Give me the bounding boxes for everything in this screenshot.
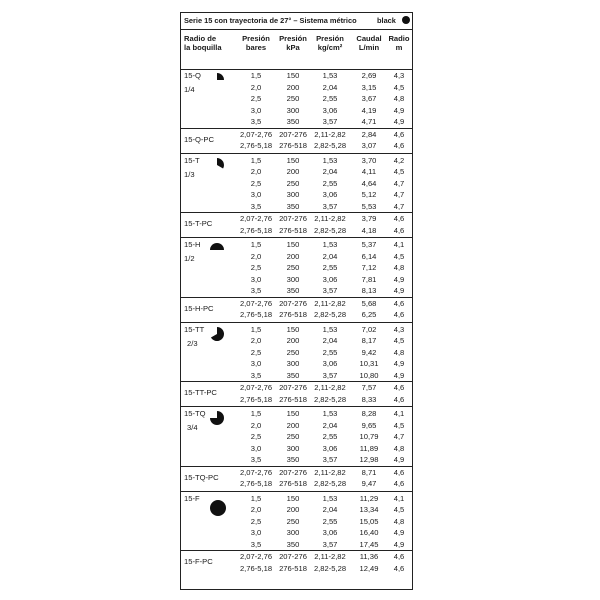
cell-bars: 3,0 <box>250 359 262 368</box>
pc-cell-bars: 2,76-5,18 <box>239 310 273 319</box>
cell-radius: 4,9 <box>393 455 405 464</box>
cell-bars: 1,5 <box>250 71 262 80</box>
pc-cell-bars: 2,07-2,76 <box>239 552 273 561</box>
pc-cell-kpa: 207-276 <box>279 383 307 392</box>
group-divider <box>181 153 412 154</box>
cell-bars: 2,5 <box>250 263 262 272</box>
cell-bars: 3,5 <box>250 370 262 380</box>
cell-bars: 3,5 <box>250 117 262 126</box>
cell-kpa: 250 <box>286 178 300 188</box>
cell-kpa: 200 <box>286 420 300 430</box>
cell-flow: 3,70 <box>361 155 377 165</box>
cell-flow: 2,69 <box>361 71 377 80</box>
pc-cell-bars: 2,76-5,18 <box>239 394 273 404</box>
pc-cell-radius: 4,6 <box>393 394 405 404</box>
cell-kgcm: 3,06 <box>322 528 338 537</box>
cell-flow: 7,81 <box>361 274 377 284</box>
group-divider <box>181 237 412 238</box>
header-kgcm-line-1: Presión <box>316 34 344 43</box>
cell-kgcm: 3,06 <box>322 443 338 453</box>
cell-bars: 3,5 <box>250 286 262 295</box>
pc-cell-kpa: 207-276 <box>279 214 307 223</box>
cell-kpa: 350 <box>286 539 300 549</box>
pc-cell-flow: 11,36 <box>359 552 379 561</box>
cell-bars: 2,5 <box>250 516 262 526</box>
cell-flow: 9,65 <box>361 420 377 430</box>
pc-cell-kpa: 276-518 <box>279 141 307 150</box>
pc-model-label: 15-Q-PC <box>184 134 214 144</box>
pc-cell-bars: 2,07-2,76 <box>239 214 273 223</box>
pc-cell-flow: 4,18 <box>361 225 377 235</box>
pc-cell-bars: 2,07-2,76 <box>239 383 273 392</box>
cell-bars: 1,5 <box>250 324 262 334</box>
cell-flow: 10,31 <box>359 359 379 368</box>
cell-radius: 4,8 <box>393 443 405 453</box>
cell-radius: 4,5 <box>393 505 405 514</box>
nozzle-model-label: 15-T <box>184 155 200 165</box>
cell-kgcm: 1,53 <box>322 155 338 165</box>
cell-bars: 3,5 <box>250 201 262 211</box>
nozzle-model-label: 15-TQ <box>184 409 206 418</box>
cell-radius: 4,1 <box>393 240 405 249</box>
pc-cell-kgcm: 2,82-5,28 <box>313 394 347 404</box>
pc-cell-kgcm: 2,11-2,82 <box>314 383 346 392</box>
cell-kgcm: 2,04 <box>322 336 338 345</box>
cell-kgcm: 3,57 <box>322 201 338 211</box>
cell-radius: 4,9 <box>393 286 405 295</box>
cell-bars: 2,0 <box>250 420 262 430</box>
cell-kgcm: 3,57 <box>322 117 338 126</box>
cell-kgcm: 3,57 <box>322 370 338 380</box>
pc-cell-bars: 2,07-2,76 <box>239 467 273 477</box>
cell-radius: 4,5 <box>393 336 405 345</box>
pc-model-label: 15-TT-PC <box>184 388 217 397</box>
cell-radius: 4,9 <box>393 370 405 380</box>
header-radius <box>388 34 409 52</box>
cell-radius: 4,9 <box>393 117 405 126</box>
cell-kgcm: 2,04 <box>322 505 338 514</box>
cell-radius: 4,7 <box>393 178 405 188</box>
cell-kpa: 300 <box>286 528 300 537</box>
cell-kpa: 150 <box>286 324 300 334</box>
cell-radius: 4,8 <box>393 516 405 526</box>
cell-kgcm: 2,55 <box>322 94 338 103</box>
cell-kpa: 300 <box>286 190 300 199</box>
cell-radius: 4,9 <box>393 359 405 368</box>
header-kpa-line-1: Presión <box>279 34 307 43</box>
cell-bars: 2,5 <box>250 347 262 357</box>
header-radius-line-2: m <box>395 43 403 52</box>
pc-cell-flow: 12,49 <box>359 563 379 573</box>
cell-kpa: 350 <box>286 455 300 464</box>
pc-cell-kgcm: 2,11-2,82 <box>314 298 346 308</box>
pc-cell-flow: 8,71 <box>361 467 377 477</box>
header-nozzle-line-1: Radio de <box>184 34 217 43</box>
third-circle-icon <box>209 157 225 178</box>
cell-bars: 2,0 <box>250 251 262 261</box>
header-kpa-line-2: kPa <box>286 43 300 52</box>
cell-bars: 2,5 <box>250 178 262 188</box>
cell-flow: 7,12 <box>361 263 377 272</box>
cell-kpa: 300 <box>286 443 300 453</box>
cell-radius: 4,5 <box>393 420 405 430</box>
pc-cell-kpa: 276-518 <box>279 310 307 319</box>
cell-flow: 8,13 <box>361 286 377 295</box>
cell-radius: 4,2 <box>393 155 405 165</box>
cell-flow: 3,67 <box>361 94 377 103</box>
cell-kpa: 350 <box>286 286 300 295</box>
pc-cell-kgcm: 2,11-2,82 <box>314 467 346 477</box>
cell-kgcm: 1,53 <box>322 71 338 80</box>
pc-cell-kpa: 207-276 <box>279 552 307 561</box>
pc-cell-kgcm: 2,11-2,82 <box>314 214 346 223</box>
pc-cell-kpa: 276-518 <box>279 479 307 488</box>
nozzle-arc-fraction: 1/3 <box>184 169 195 179</box>
pc-cell-kgcm: 2,82-5,28 <box>313 563 347 573</box>
cell-kpa: 200 <box>286 505 300 514</box>
cell-flow: 8,28 <box>361 409 377 418</box>
header-pressure-bars <box>242 34 270 52</box>
table-title: Serie 15 con trayectoria de 27° – Sistema métrico <box>184 16 357 25</box>
cell-flow: 8,17 <box>361 336 377 345</box>
cell-flow: 5,12 <box>361 190 377 199</box>
nozzle-arc-fraction: 2/3 <box>187 338 198 348</box>
pc-cell-kpa: 276-518 <box>279 563 307 573</box>
table-title-bar <box>181 13 412 30</box>
cell-kpa: 300 <box>286 105 300 115</box>
nozzle-color-label: black <box>377 16 396 25</box>
pc-model-label: 15-F-PC <box>184 557 213 566</box>
group-divider <box>181 491 412 492</box>
cell-bars: 2,0 <box>250 505 262 514</box>
cell-bars: 3,0 <box>250 105 262 115</box>
cell-flow: 15,05 <box>359 516 379 526</box>
pc-cell-flow: 3,07 <box>361 141 377 150</box>
cell-radius: 4,7 <box>393 201 405 211</box>
cell-bars: 2,0 <box>250 82 262 92</box>
cell-flow: 5,37 <box>361 240 377 249</box>
nozzle-model-label: 15-Q <box>184 71 201 80</box>
cell-radius: 4,1 <box>393 409 405 418</box>
cell-kpa: 250 <box>286 516 300 526</box>
nozzle-arc-fraction: 3/4 <box>187 423 198 432</box>
cell-kpa: 250 <box>286 263 300 272</box>
header-nozzle-radius <box>184 34 222 52</box>
cell-kpa: 250 <box>286 94 300 103</box>
nozzle-model-label: 15-H <box>184 240 201 249</box>
pc-cell-kgcm: 2,82-5,28 <box>313 479 347 488</box>
cell-bars: 3,5 <box>250 539 262 549</box>
cell-radius: 4,5 <box>393 167 405 176</box>
cell-bars: 3,0 <box>250 528 262 537</box>
pc-cell-flow: 2,84 <box>361 129 377 139</box>
nozzle-performance-table <box>180 12 413 590</box>
cell-flow: 11,89 <box>359 443 379 453</box>
cell-kpa: 150 <box>286 240 300 249</box>
three-quarter-circle-icon <box>209 410 225 431</box>
pc-cell-flow: 3,79 <box>361 214 377 223</box>
cell-bars: 3,0 <box>250 443 262 453</box>
cell-radius: 4,9 <box>393 105 405 115</box>
header-flow <box>356 34 381 52</box>
pc-cell-bars: 2,07-2,76 <box>239 298 273 308</box>
cell-kpa: 350 <box>286 201 300 211</box>
black-dot-icon <box>402 16 410 24</box>
pc-cell-kgcm: 2,11-2,82 <box>314 552 346 561</box>
cell-kgcm: 2,55 <box>322 432 338 441</box>
cell-flow: 10,79 <box>359 432 379 441</box>
cell-kgcm: 3,06 <box>322 190 338 199</box>
pc-cell-radius: 4,6 <box>393 563 405 573</box>
cell-kgcm: 3,06 <box>322 105 338 115</box>
two-thirds-circle-icon <box>209 326 225 347</box>
header-nozzle-line-2: la boquilla <box>184 43 222 52</box>
pc-model-label: 15-T-PC <box>184 219 213 228</box>
cell-bars: 1,5 <box>250 493 262 503</box>
pc-cell-radius: 4,6 <box>393 214 405 223</box>
cell-radius: 4,8 <box>393 263 405 272</box>
header-bars-line-2: bares <box>245 43 267 52</box>
group-divider <box>181 406 412 407</box>
cell-flow: 12,98 <box>359 455 379 464</box>
quarter-circle-icon <box>209 72 225 93</box>
cell-kgcm: 2,55 <box>322 347 338 357</box>
header-radius-line-1: Radio <box>388 34 410 43</box>
cell-radius: 4,1 <box>393 493 405 503</box>
group-divider <box>181 322 412 323</box>
cell-kgcm: 1,53 <box>322 493 338 503</box>
pc-cell-kpa: 207-276 <box>279 129 307 139</box>
cell-flow: 17,45 <box>359 539 379 549</box>
pc-cell-radius: 4,6 <box>393 141 405 150</box>
cell-bars: 1,5 <box>250 155 262 165</box>
cell-kpa: 200 <box>286 336 300 345</box>
pc-cell-kpa: 207-276 <box>279 467 307 477</box>
pc-cell-kgcm: 2,11-2,82 <box>314 129 346 139</box>
cell-kpa: 200 <box>286 167 300 176</box>
header-pressure-kgcm <box>316 34 344 52</box>
pc-cell-kgcm: 2,82-5,28 <box>313 225 347 235</box>
cell-kgcm: 2,04 <box>322 167 338 176</box>
cell-radius: 4,5 <box>393 82 405 92</box>
cell-radius: 4,7 <box>393 432 405 441</box>
cell-flow: 13,34 <box>359 505 379 514</box>
cell-kgcm: 1,53 <box>322 240 338 249</box>
cell-radius: 4,3 <box>393 71 405 80</box>
pc-cell-radius: 4,6 <box>393 467 405 477</box>
pc-cell-bars: 2,76-5,18 <box>239 225 273 235</box>
cell-kpa: 200 <box>286 82 300 92</box>
cell-kgcm: 2,55 <box>322 516 338 526</box>
pc-cell-flow: 7,57 <box>361 383 377 392</box>
cell-bars: 1,5 <box>250 240 262 249</box>
pc-cell-kgcm: 2,82-5,28 <box>313 310 347 319</box>
cell-flow: 4,19 <box>361 105 377 115</box>
cell-bars: 2,0 <box>250 336 262 345</box>
pc-cell-bars: 2,76-5,18 <box>239 141 273 150</box>
pc-cell-radius: 4,6 <box>393 383 405 392</box>
cell-kgcm: 2,04 <box>322 251 338 261</box>
pc-cell-radius: 4,6 <box>393 310 405 319</box>
header-bars-line-1: Presión <box>242 34 270 43</box>
pc-cell-radius: 4,6 <box>393 479 405 488</box>
cell-radius: 4,3 <box>393 324 405 334</box>
cell-kpa: 350 <box>286 117 300 126</box>
cell-radius: 4,5 <box>393 251 405 261</box>
pc-cell-flow: 5,68 <box>361 298 377 308</box>
cell-bars: 2,5 <box>250 432 262 441</box>
header-kgcm-line-2: kg/cm² <box>317 43 343 52</box>
cell-kgcm: 3,06 <box>322 274 338 284</box>
column-header-row <box>181 29 412 70</box>
cell-kgcm: 1,53 <box>322 409 338 418</box>
cell-kpa: 250 <box>286 347 300 357</box>
cell-flow: 6,14 <box>361 251 377 261</box>
pc-cell-kpa: 276-518 <box>279 225 307 235</box>
header-flow-line-1: Caudal <box>356 34 382 43</box>
cell-kpa: 300 <box>286 359 300 368</box>
cell-radius: 4,9 <box>393 528 405 537</box>
cell-kgcm: 3,57 <box>322 539 338 549</box>
half-circle-icon <box>209 241 225 262</box>
cell-bars: 3,0 <box>250 190 262 199</box>
cell-flow: 10,80 <box>359 370 379 380</box>
cell-flow: 5,53 <box>361 201 377 211</box>
cell-kpa: 350 <box>286 370 300 380</box>
cell-kgcm: 2,04 <box>322 420 338 430</box>
cell-kpa: 300 <box>286 274 300 284</box>
cell-kpa: 150 <box>286 155 300 165</box>
pc-cell-flow: 9,47 <box>361 479 377 488</box>
cell-radius: 4,8 <box>393 347 405 357</box>
cell-kgcm: 2,04 <box>322 82 338 92</box>
pc-cell-radius: 4,6 <box>393 552 405 561</box>
pc-cell-radius: 4,6 <box>393 225 405 235</box>
pc-model-label: 15-TQ-PC <box>184 472 219 482</box>
cell-kpa: 200 <box>286 251 300 261</box>
nozzle-model-label: 15-F <box>184 493 200 503</box>
cell-flow: 11,29 <box>359 493 379 503</box>
cell-bars: 2,5 <box>250 94 262 103</box>
nozzle-arc-fraction: 1/4 <box>184 85 195 94</box>
cell-radius: 4,7 <box>393 190 405 199</box>
cell-bars: 3,5 <box>250 455 262 464</box>
cell-kgcm: 1,53 <box>322 324 338 334</box>
cell-flow: 9,42 <box>361 347 377 357</box>
cell-flow: 7,02 <box>361 324 377 334</box>
cell-flow: 4,71 <box>361 117 377 126</box>
cell-kpa: 150 <box>286 409 300 418</box>
cell-kpa: 250 <box>286 432 300 441</box>
pc-cell-kpa: 276-518 <box>279 394 307 404</box>
full-circle-icon <box>209 499 227 522</box>
pc-cell-radius: 4,6 <box>393 129 405 139</box>
pc-cell-bars: 2,07-2,76 <box>239 129 273 139</box>
cell-kgcm: 3,57 <box>322 455 338 464</box>
pc-cell-flow: 6,25 <box>361 310 377 319</box>
header-flow-line-2: L/min <box>358 43 380 52</box>
cell-flow: 3,15 <box>361 82 377 92</box>
cell-kgcm: 2,55 <box>322 263 338 272</box>
pc-model-label: 15-H-PC <box>184 303 214 313</box>
cell-bars: 1,5 <box>250 409 262 418</box>
cell-kgcm: 3,57 <box>322 286 338 295</box>
header-pressure-kpa <box>279 34 307 52</box>
cell-kpa: 150 <box>286 71 300 80</box>
cell-radius: 4,9 <box>393 539 405 549</box>
cell-flow: 4,11 <box>361 167 377 176</box>
cell-kgcm: 2,55 <box>322 178 338 188</box>
cell-radius: 4,9 <box>393 274 405 284</box>
pc-cell-bars: 2,76-5,18 <box>239 563 273 573</box>
pc-cell-kgcm: 2,82-5,28 <box>313 141 347 150</box>
pc-cell-radius: 4,6 <box>393 298 405 308</box>
cell-bars: 2,0 <box>250 167 262 176</box>
pc-cell-flow: 8,33 <box>361 394 377 404</box>
cell-flow: 16,40 <box>359 528 379 537</box>
cell-flow: 4,64 <box>361 178 377 188</box>
cell-kgcm: 3,06 <box>322 359 338 368</box>
nozzle-model-label: 15-TT <box>184 324 205 334</box>
cell-radius: 4,8 <box>393 94 405 103</box>
cell-kpa: 150 <box>286 493 300 503</box>
nozzle-arc-fraction: 1/2 <box>184 254 195 263</box>
pc-cell-bars: 2,76-5,18 <box>239 479 273 488</box>
cell-bars: 3,0 <box>250 274 262 284</box>
pc-cell-kpa: 207-276 <box>279 298 307 308</box>
